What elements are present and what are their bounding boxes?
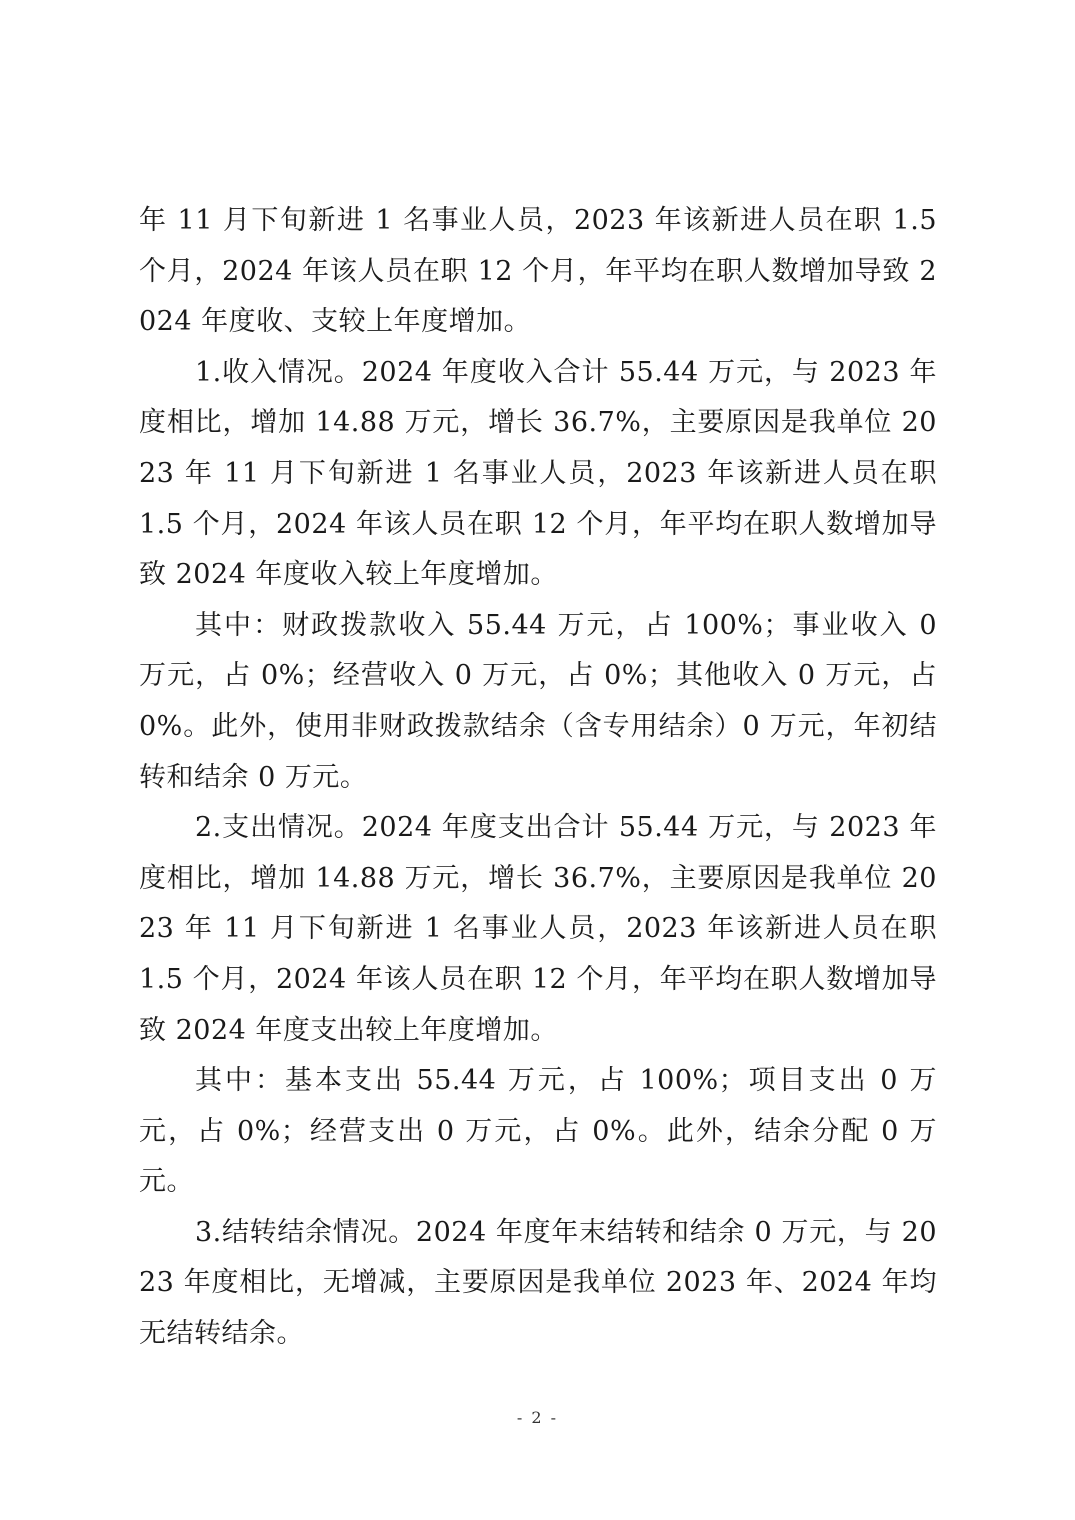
paragraph-income: 1.收入情况。2024 年度收入合计 55.44 万元，与 2023 年度相比，增加 14.88 万元，增长 36.7%，主要原因是我单位 2023 年 11 月下旬新进 1 名事业人员，2023 年该新进人员在职 1.5 个月，2024 年该人员在职 12 个月，年平均在职人数增加导致 2024 年度收入较上年度增加。 [139, 356, 937, 591]
paragraph-expenditure-breakdown: 其中：基本支出 55.44 万元，占 100%；项目支出 0 万元，占 0%；经营支出 0 万元，占 0%。此外，结余分配 0 万元。 [139, 1065, 937, 1198]
paragraph-continuation: 年 11 月下旬新进 1 名事业人员，2023 年该新进人员在职 1.5 个月，2024 年该人员在职 12 个月，年平均在职人数增加导致 2024 年度收、支较上年度增加。 [139, 205, 937, 338]
paragraph-expenditure: 2.支出情况。2024 年度支出合计 55.44 万元，与 2023 年度相比，增加 14.88 万元，增长 36.7%，主要原因是我单位 2023 年 11 月下旬新进 1 名事业人员，2023 年该新进人员在职 1.5 个月，2024 年该人员在职 12 个月，年平均在职人数增加导致 2024 年度支出较上年度增加。 [139, 812, 937, 1046]
page-number: - 2 - [516, 1408, 559, 1427]
paragraph-income-breakdown: 其中：财政拨款收入 55.44 万元，占 100%；事业收入 0 万元，占 0%；经营收入 0 万元，占 0%；其他收入 0 万元，占 0%。此外，使用非财政拨款结余（含专用结余）0 万元，年初结转和结余 0 万元。 [139, 609, 937, 793]
document-body [139, 196, 937, 1360]
paragraph-carryover: 3.结转结余情况。2024 年度年末结转和结余 0 万元，与 2023 年度相比，无增减，主要原因是我单位 2023 年、2024 年均无结转结余。 [139, 1216, 937, 1350]
